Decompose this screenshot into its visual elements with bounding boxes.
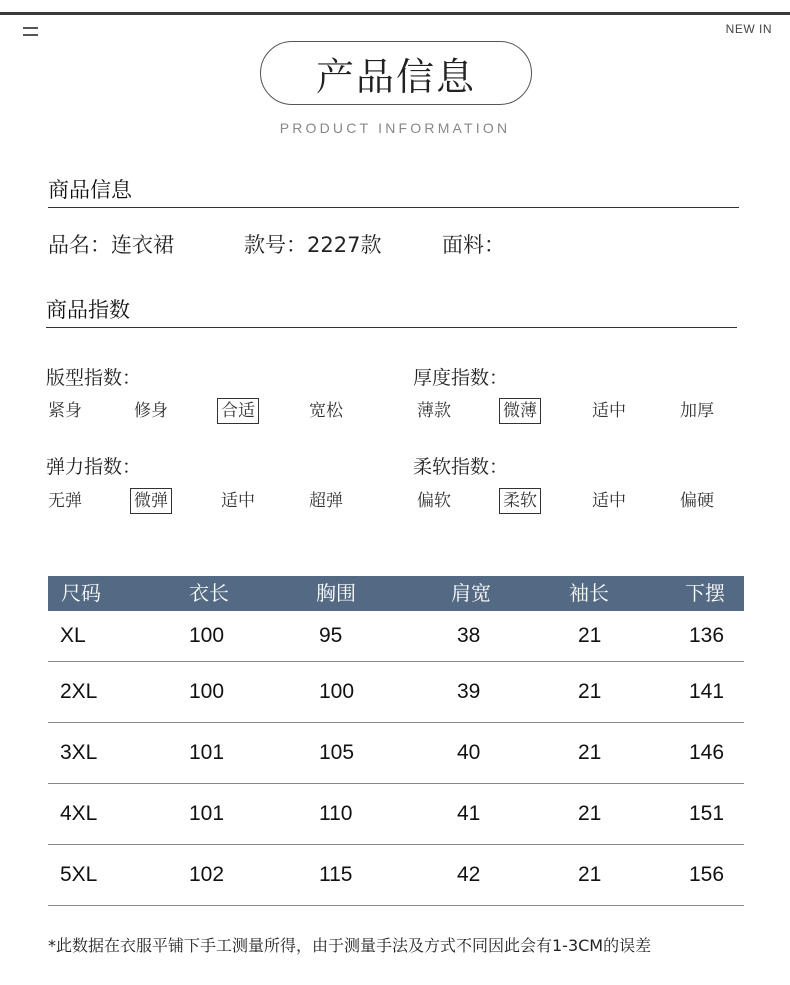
size-table-body	[48, 611, 744, 906]
table-cell: 4XL	[60, 802, 98, 825]
index-option: 适中	[221, 491, 255, 511]
column-header: 胸围	[316, 581, 356, 605]
new-in-label: NEW IN	[725, 22, 772, 36]
page-subtitle: PRODUCT INFORMATION	[279, 120, 511, 136]
table-cell: 95	[319, 624, 343, 647]
indices-heading: 商品指数	[46, 298, 130, 322]
indices-divider	[46, 327, 737, 328]
index-option: 超弹	[309, 491, 343, 511]
table-cell: 100	[319, 680, 355, 703]
table-row	[48, 723, 744, 784]
column-header: 衣长	[189, 581, 229, 605]
index-title: 柔软指数：	[413, 456, 509, 478]
column-header: 尺码	[61, 581, 101, 605]
index-title: 弹力指数：	[46, 456, 142, 478]
top-bar	[0, 12, 790, 15]
index-option-selected: 微弹	[130, 488, 172, 514]
index-option: 适中	[592, 491, 626, 511]
index-option: 加厚	[680, 401, 714, 421]
table-cell: 156	[689, 863, 725, 886]
table-cell: 105	[319, 741, 355, 764]
table-row	[48, 611, 744, 662]
table-cell: 146	[689, 741, 725, 764]
table-cell: 42	[457, 863, 481, 886]
table-cell: 2XL	[60, 680, 98, 703]
table-cell: 21	[578, 802, 602, 825]
index-option-selected: 合适	[217, 398, 259, 424]
table-cell: 110	[319, 802, 353, 825]
product-fabric: 面料：	[442, 233, 505, 257]
table-cell: 40	[457, 741, 481, 764]
table-cell: 21	[578, 863, 602, 886]
page-title: 产品信息	[260, 41, 532, 105]
table-row	[48, 662, 744, 723]
measurement-note: *此数据在衣服平铺下手工测量所得，由于测量手法及方式不同因此会有1-3CM的误差	[48, 936, 652, 955]
table-cell: 41	[457, 802, 481, 825]
menu-icon[interactable]	[23, 27, 38, 36]
table-cell: 5XL	[60, 863, 98, 886]
table-cell: 101	[189, 802, 225, 825]
table-cell: 136	[689, 624, 725, 647]
index-option-selected: 微薄	[499, 398, 541, 424]
table-cell: 38	[457, 624, 481, 647]
table-cell: 21	[578, 680, 602, 703]
table-cell: 101	[189, 741, 225, 764]
index-title: 版型指数：	[46, 367, 142, 389]
table-cell: 102	[189, 863, 225, 886]
table-cell: 100	[189, 624, 225, 647]
index-option: 适中	[592, 401, 626, 421]
index-option: 修身	[134, 401, 168, 421]
column-header: 肩宽	[451, 581, 491, 605]
goods-info-divider	[48, 207, 739, 208]
table-row	[48, 845, 744, 906]
table-cell: XL	[60, 624, 86, 647]
size-table	[48, 576, 744, 906]
table-cell: 115	[319, 863, 353, 886]
table-cell: 39	[457, 680, 481, 703]
index-option: 薄款	[417, 401, 451, 421]
goods-info-heading: 商品信息	[48, 178, 132, 202]
column-header: 袖长	[569, 581, 609, 605]
index-option-selected: 柔软	[499, 488, 541, 514]
table-row	[48, 784, 744, 845]
index-option: 偏硬	[680, 491, 714, 511]
table-cell: 21	[578, 741, 602, 764]
table-cell: 100	[189, 680, 225, 703]
size-table-header	[48, 576, 744, 611]
table-cell: 141	[689, 680, 725, 703]
column-header: 下摆	[685, 581, 725, 605]
index-option: 宽松	[309, 401, 343, 421]
product-model: 款号：2227款	[244, 233, 382, 257]
index-title: 厚度指数：	[413, 367, 509, 389]
index-option: 偏软	[417, 491, 451, 511]
table-cell: 3XL	[60, 741, 98, 764]
table-cell: 151	[689, 802, 725, 825]
index-option: 无弹	[48, 491, 82, 511]
index-option: 紧身	[48, 401, 82, 421]
product-name: 品名：连衣裙	[48, 233, 174, 257]
table-cell: 21	[578, 624, 602, 647]
